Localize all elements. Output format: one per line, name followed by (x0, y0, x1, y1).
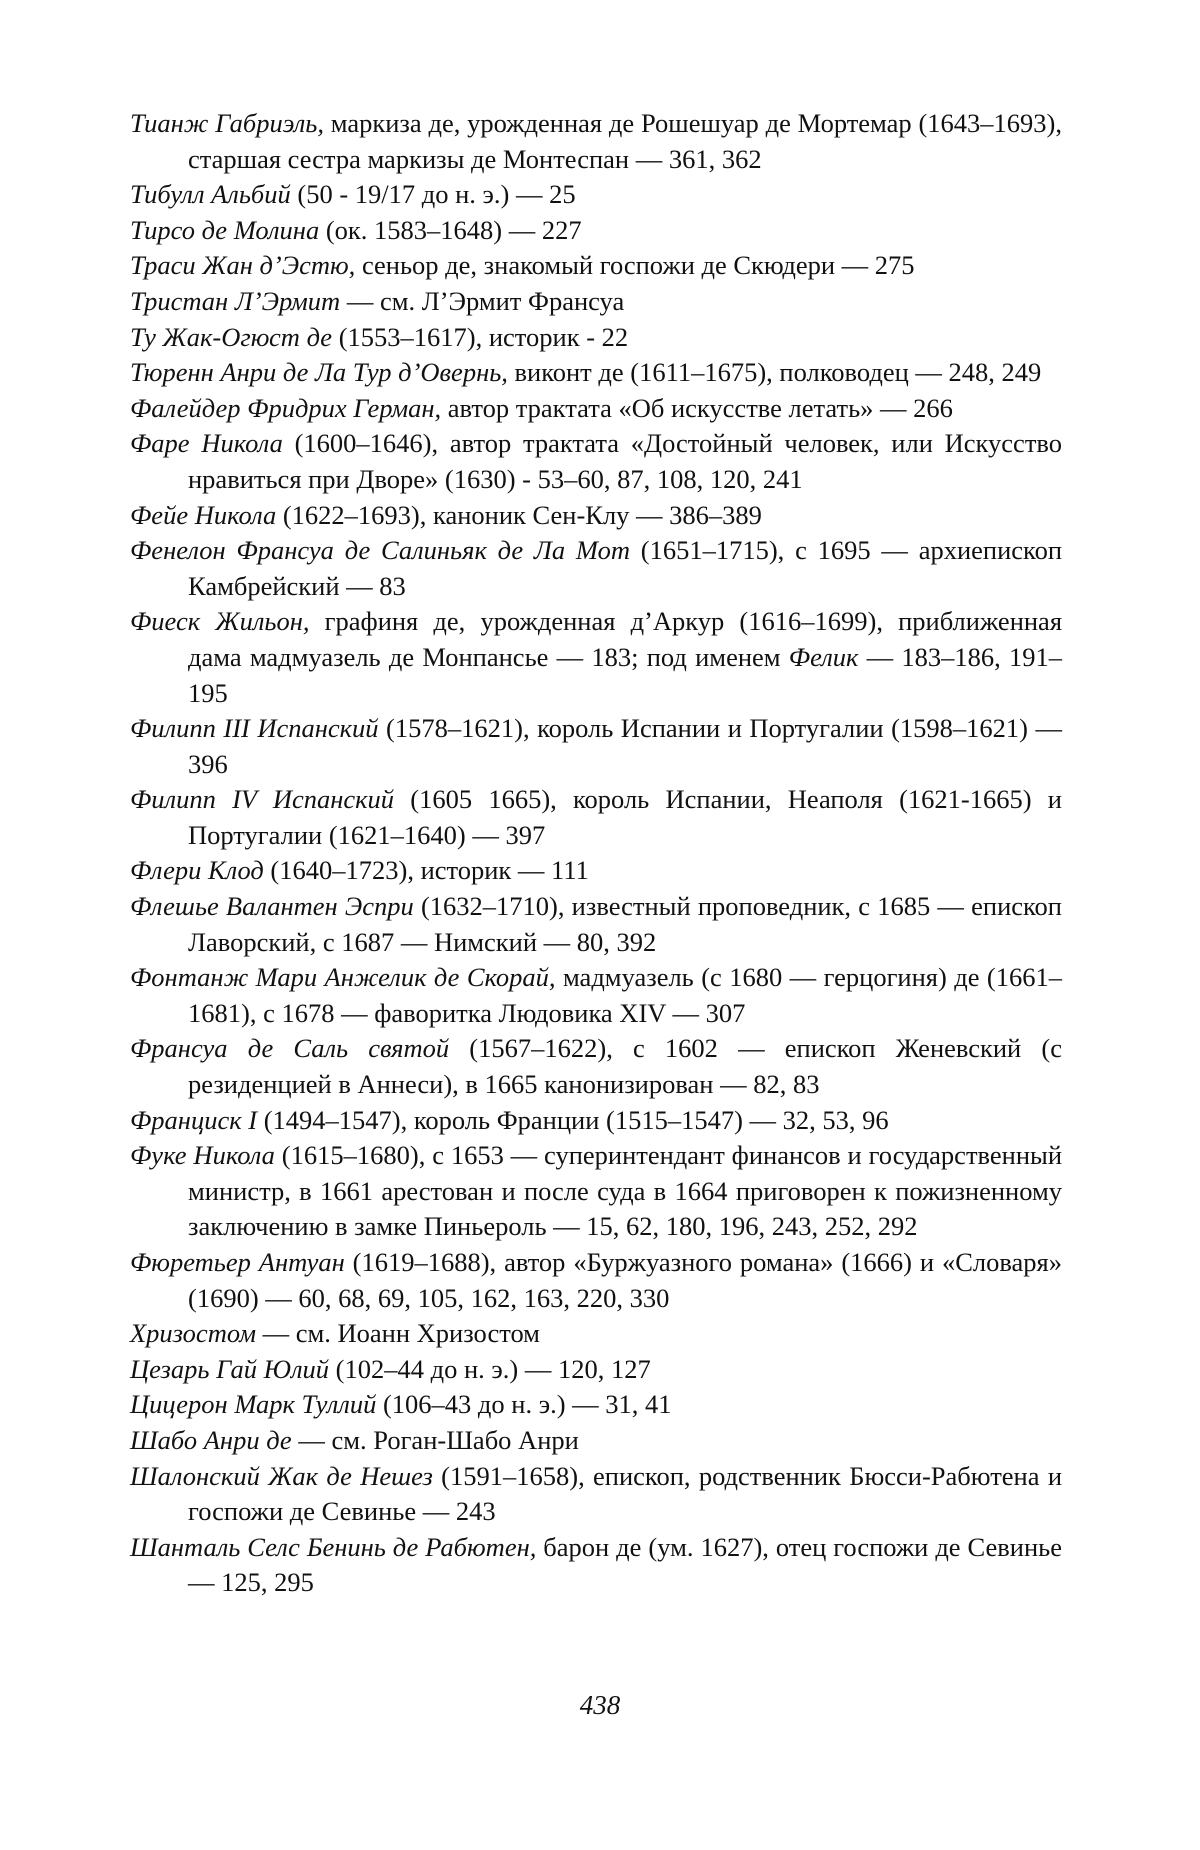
index-entry (130, 853, 1062, 889)
index-entry (130, 533, 1062, 604)
entry-text: (1567–1622), с 1602 — епископ Женевский (с резиденцией в Аннеси), в 1665 канонизирован — 82, 83 (188, 1033, 1062, 1100)
index-page (130, 106, 1062, 1601)
entry-text-continued: — 183–186, 191–195 (188, 641, 1063, 708)
entry-text: (1553–1617), историк - 22 (332, 321, 629, 352)
entry-text: (1622–1693), каноник Сен-Клу — 386–389 (276, 499, 762, 530)
entry-text: (ок. 1583–1648) — 227 (319, 214, 582, 245)
index-entry (130, 1138, 1062, 1245)
entry-text: (1591–1658), епископ, родственник Бюсси-Рабютена и госпожи де Севинье — 243 (188, 1460, 1063, 1527)
entry-name: Траси Жан д’Эстю, (130, 250, 356, 281)
index-entry (130, 177, 1062, 213)
entry-text: (1632–1710), известный проповедник, с 1685 — епископ Лаворский, с 1687 — Нимский — 80, 392 (188, 891, 1062, 957)
index-entry (130, 960, 1062, 1031)
index-entry (130, 284, 1062, 320)
entry-text: барон де (ум. 1627), отец госпожи де Севинье — 125, 295 (188, 1531, 1062, 1598)
index-entry (130, 1103, 1062, 1139)
entry-text: (102–44 до н. э.) — 120, 127 (329, 1353, 651, 1384)
entry-text: (1640–1723), историк — 111 (263, 855, 589, 886)
entry-name: Флери Клод (130, 855, 264, 886)
index-entry (130, 498, 1062, 534)
entry-text: (1600–1646), автор трактата «Достойный человек, или Искусство нравиться при Дворе» (1630) - 53–60, 87, 108, 120, 241 (188, 428, 1062, 494)
index-entry (130, 426, 1062, 497)
entry-alias-name: Фелик (788, 641, 859, 672)
entry-name: Фонтанж Мари Анжелик де Скорай, (130, 962, 556, 993)
index-entry (130, 782, 1062, 853)
entry-name: Фаре Никола (130, 428, 283, 459)
entry-name: Шабо Анри де (130, 1424, 292, 1455)
entry-text: (1578–1621), король Испании и Португалии (1598–1621) — 396 (188, 713, 1062, 779)
index-entry (130, 1423, 1062, 1459)
page-number: 438 (579, 1690, 621, 1720)
index-entry (130, 213, 1062, 249)
entry-name: Тирсо де Молина (130, 214, 320, 245)
entry-name: Шалонский Жак де Нешез (130, 1460, 433, 1491)
entry-name: Цицерон Марк Туллий (130, 1389, 377, 1420)
index-entry (130, 355, 1062, 391)
entry-name: Хризостом (130, 1318, 256, 1349)
index-entry (130, 1031, 1062, 1102)
index-entry (130, 1245, 1062, 1316)
entry-name: Фуке Никола (130, 1140, 275, 1171)
entry-name: Фюретьер Антуан (130, 1247, 345, 1277)
entry-name: Филипп III Испанский (130, 713, 379, 744)
entry-name: Франциск I (130, 1104, 258, 1135)
index-entry (130, 320, 1062, 356)
index-entry (130, 604, 1062, 711)
index-entry (130, 1387, 1062, 1423)
entry-name: Франсуа де Саль святой (130, 1033, 450, 1064)
index-entry (130, 1316, 1062, 1352)
entry-text: мадмуазель (с 1680 — герцогиня) де (1661–1681), с 1678 — фаворитка Людовика XIV — 307 (188, 962, 1063, 1028)
entry-name: Флешье Валантен Эспри (130, 891, 414, 922)
entry-text: — см. Роган-Шабо Анри (291, 1424, 579, 1455)
index-entry (130, 1530, 1062, 1601)
entry-name: Цезарь Гай Юлий (130, 1353, 330, 1384)
entry-text: — см. Л’Эрмит Франсуа (340, 285, 625, 316)
index-entry (130, 106, 1062, 177)
index-entry (130, 1459, 1062, 1530)
entry-name: Ту Жак-Огюст де (130, 321, 333, 352)
entry-text: (1615–1680), с 1653 — суперинтендант финансов и государственный министр, в 1661 арестован и после суда в 1664 приговорен к пожизненному заключению в замке Пиньероль — 15, 62, 180, 196, 243, 252, 292 (188, 1140, 1062, 1242)
entry-name: Шанталь Селс Бенинь де Рабютен, (130, 1531, 537, 1562)
entry-name: Фиеск Жильон, (130, 606, 310, 637)
entry-name: Тианж Габриэль, (130, 108, 324, 138)
entry-text: (1651–1715), с 1695 — архиепископ Камбрейский — 83 (188, 535, 1063, 601)
index-entry (130, 248, 1062, 284)
entry-text: маркиза де, урожденная де Рошешуар де Мортемар (1643–1693), старшая сестра маркизы де Монтеспан — 361, 362 (188, 108, 1062, 174)
index-entry (130, 391, 1062, 427)
entry-text: (106–43 до н. э.) — 31, 41 (376, 1389, 672, 1420)
entry-text: сеньор де, знакомый госпожи де Скюдери — 275 (355, 250, 915, 281)
entry-text: автор трактата «Об искусстве летать» — 266 (441, 392, 953, 423)
entry-name: Тюренн Анри де Ла Тур д’Овернь, (130, 357, 508, 388)
entry-name: Филипп IV Испанский (130, 784, 395, 815)
entry-name: Фалейдер Фридрих Герман, (130, 392, 442, 423)
entry-name: Фенелон Франсуа де Салиньяк де Ла Мот (130, 535, 630, 566)
index-entry (130, 1352, 1062, 1388)
entry-text: (50 - 19/17 до н. э.) — 25 (290, 179, 576, 210)
entry-name: Тибулл Альбий (130, 179, 291, 210)
index-entry (130, 711, 1062, 782)
entry-text: — см. Иоанн Хризостом (255, 1318, 540, 1349)
entry-text: (1605 1665), король Испании, Неаполя (1621-1665) и Португалии (1621–1640) — 397 (188, 784, 1062, 850)
entry-name: Фейе Никола (130, 499, 277, 530)
entry-text: графиня де, урожденная д’Аркур (1616–1699), приближенная дама мадмуазель де Монпансье — 183; под именем (188, 606, 1063, 672)
entry-name: Тристан Л’Эрмит (130, 285, 341, 316)
index-entry (130, 889, 1062, 960)
entry-text: виконт де (1611–1675), полководец — 248, 249 (507, 357, 1042, 388)
entry-text: (1619–1688), автор «Буржуазного романа» (1666) и «Словаря» (1690) — 60, 68, 69, 105, 162, 163, 220, 330 (188, 1247, 1062, 1313)
entry-text: (1494–1547), король Франции (1515–1547) — 32, 53, 96 (257, 1104, 889, 1135)
